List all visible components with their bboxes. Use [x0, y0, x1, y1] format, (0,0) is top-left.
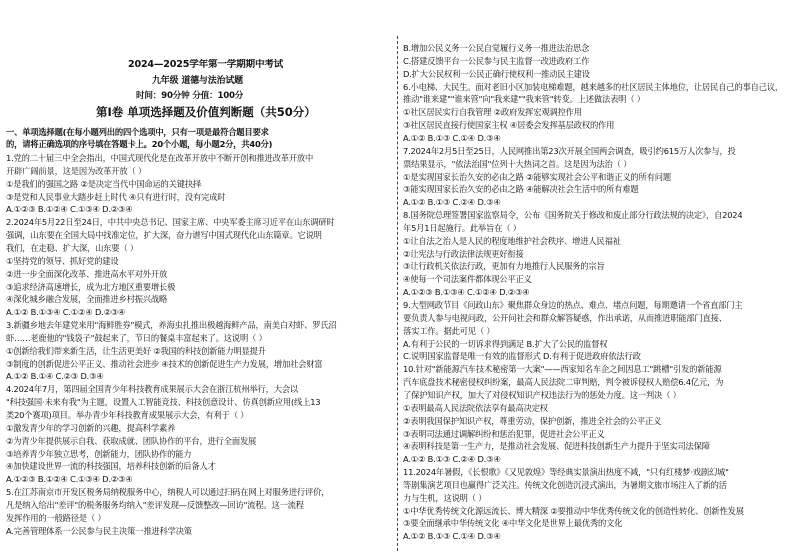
section-instructions-line: 的，请将正确选项的序号填在答题卡上。20个小题，每小题2分，共40分) — [6, 139, 273, 149]
question-text-line: ①社区居民实行自我管理 ②政府发挥宏观调控作用 — [403, 107, 582, 118]
question-text-line: ④表明科技是第一生产力，是推动社会发展、促进科技创新生产力提升于坚实司法保障 — [403, 441, 710, 452]
question-text-line: 10.针对"新能源汽车技术秘密第一大案"——西家知名车企之间因息工"跳槽"引发的新能源 — [403, 364, 722, 375]
question-text-line: A.①② B.①③④ C.①②④ D.②③④ — [6, 307, 126, 318]
question-text-line: 类20个赛项)项目。举办青少年科技教育成果展示大会，有利于（ ） — [6, 410, 249, 420]
question-text-line: ①中华优秀传统文化源远流长、博大精深 ②要推动中华优秀传统文化的创造性转化、创新性发展 — [403, 505, 744, 516]
exam-subtitle: 九年级 道德与法治试题 — [152, 76, 243, 86]
question-text-line: 强调，山东要在全国大局中找准定位，扩大深，奋力谱写中国式现代化山东篇章。它说明 — [6, 230, 322, 241]
question-text-line: 6.小电梯、大民生。面对老旧小区加装电梯难题，越来越多的社区居民主体地位，让居民自己的事自己议， — [403, 81, 783, 92]
question-text-line: 4.2024年7月，第四届全国青少年科技教育成果展示大会在浙江杭州举行，大会以 — [6, 384, 299, 395]
question-text-line: ③追求经济高速增长，成为北方地区重要增长极 — [6, 281, 176, 292]
question-text-line: A.①② B.①③ C.②④ D.③④ — [403, 454, 501, 465]
question-text-line: 凡是纳入给出"差评"的税务服务均纳入"差评发现—反馈整改—回访"流程。这一流程 — [6, 499, 304, 510]
question-text-line: 票结果显示，"依法治国"位列十大热词之首。这是因为法治（ ） — [403, 158, 632, 169]
question-text-line: 11.2024年暑假，《长恨歌》《又见敦煌》等经典实景演出热度不减，"只有红楼梦·戏剧幻城" — [403, 467, 729, 478]
question-text-line: 汽车底盘技术秘密侵权纠纷案，最高人民法院二审判赔，判令被诉侵权人赔偿6.4亿元，为 — [403, 377, 724, 388]
question-text-line: 5.在江苏南京市开发区税务局纳税服务中心，纳税人可以通过扫码在网上对服务进行评价， — [6, 487, 330, 498]
question-text-line: ①坚持党的领导、抓好党的建设 — [6, 255, 119, 266]
question-text-line: 9.大型网政节目《问政山东》聚焦群众身边的热点、难点、堵点问题，每期邀请一个省直部门主 — [403, 300, 743, 310]
question-text-line: C.搭建反馈平台一公民参与民主监督一改进政府工作 — [403, 55, 590, 66]
question-text-line: ①创新给我们带来新生活，让生活更美好 ②我国的科技创新能力明显提升 — [6, 345, 266, 356]
exam-title: 2024—2025学年第一学期期中考试 — [128, 59, 284, 70]
question-text-line: ③社区居民直接行使国家主权 ④居委会发挥基层政权的作用 — [403, 120, 615, 131]
question-text-line: ③培养青少年独立思考，创新能力，团队协作的能力 — [6, 448, 192, 459]
question-text-line: A.①②③ B.①②④ C.①③④ D.②③④ — [6, 204, 133, 215]
column-divider — [397, 36, 398, 551]
question-text-line: A.①② B.①③ C.②④ D.③④ — [403, 197, 501, 208]
question-text-line: ①激发青少年的学习创新的兴趣，提高科学素养 — [6, 422, 176, 433]
question-text-line: ③能实现国家长治久安的必由之路 ④能解决社会生活中的所有难题 — [403, 184, 639, 195]
question-text-line: ④深化城乡融合发展，全面推进乡村振兴战略 — [6, 294, 168, 305]
question-text-line: A.①②③ B.①③④ C.①②④ D.②③④ — [403, 287, 530, 298]
question-text-line: "科技强国·未来有我"为主题，设置人工智能竞技、科技创意设计、仿真创新应用(线上13 — [6, 397, 321, 408]
question-text-line: 开辟广阔前景，这是因为改革开放（ ） — [6, 165, 147, 176]
question-text-line: ③让行政机关依法行政，更加有力地推行人民服务的宗旨 — [403, 261, 605, 272]
question-text-line: 7.2024年2月5日至25日，人民网推出第23次开展全国两会调查，吸引约615万人次参与，投 — [403, 145, 736, 156]
question-text-line: 我们，在走稳、扩大深，山东要（ ） — [6, 242, 138, 253]
question-text-line: ①是我们的强国之路 ②是决定当代中国命运的关键抉择 — [6, 178, 202, 189]
question-text-line: A.①② B.①④ C.②③ D.③④ — [6, 371, 104, 382]
question-text-line: A.①②③ B.①②④ C.①③④ D.②③④ — [6, 474, 133, 485]
section-heading: 第Ⅰ卷 单项选择题及价值判断题（共50分） — [96, 106, 316, 118]
question-text-line: ③表明司法通过调解纠纷和惩治犯罪，促进社会公平正义 — [403, 428, 605, 439]
question-text-line: 落实工作。据此可见（ ） — [403, 325, 495, 336]
question-text-line: ④加快建设世界一流的科技强国，培养科技创新的后备人才 — [6, 461, 216, 472]
question-text-line: ③是党和人民事业大踏步赶上时代 ④只有进行时，没有完成时 — [6, 191, 226, 202]
question-text-line: A.①② B.①③ C.①④ D.③④ — [403, 531, 501, 542]
question-text-line: ②进一步全面深化改革、推进高水平对外开放 — [6, 268, 168, 279]
question-text-line: ①表明最高人民法院依法享有最高决定权 — [403, 402, 548, 413]
question-text-line: ③制度的创新促进公平正义、推动社会进步 ④技术的创新促进生产力发展，增加社会财富 — [6, 358, 323, 369]
question-text-line: 1.党的二十届三中全会指出，中国式现代化是在改革开放中不断开创和推进改革开放中 — [6, 153, 314, 163]
question-text-line: C.说明国家监督是唯一有效的监督形式 D.有利于促进政府依法行政 — [403, 351, 641, 362]
question-text-line: ③要全面继承中华传统文化 ④中华文化是世界上最优秀的文化 — [403, 518, 623, 529]
question-text-line: ②为青少年提供展示自我、获取成就、团队协作的平台，进行全面发展 — [6, 435, 257, 446]
question-text-line: A.有利于公民的一切诉求得到满足 B.扩大了公民的监督权 — [403, 338, 608, 349]
question-text-line: 推动"谁来建""谁来管"向"我来建""我来管"转变。上述做法表明（ ） — [403, 94, 645, 105]
question-text-line: A.①② B.①③ C.①④ D.③④ — [403, 132, 501, 143]
question-text-line: 了保护知识产权，加大了对侵权知识产权违法行为的惩处力度。这一判决（ ） — [403, 389, 681, 400]
exam-meta: 时间：90分钟 分值：100分 — [136, 91, 244, 101]
question-text-line: 3.新疆乡地去年建党来用"海鲜胜券"模式，养海虫扎推出极越海鲜产品，南美白对虾、罗氏沼 — [6, 320, 337, 331]
question-text-line: 发挥作用的一般路径是（ ） — [6, 512, 106, 523]
question-text-line: ②表明我国保护知识产权，尊重劳动，保护创新，推进全社会的公平正义 — [403, 415, 662, 426]
question-text-line: 虾……老鹿他的"钱袋子"鼓起来了，节日的餐桌丰富起来了。这说明（ ） — [6, 332, 267, 343]
question-text-line: ②让宪法与行政法律法规更好衔接 — [403, 248, 524, 259]
question-text-line: 年5月1日起施行。此举旨在（ ） — [403, 222, 521, 233]
section-instructions-line: 一、单项选择题(在每小题列出的四个选项中，只有一项是最符合题目要求 — [6, 127, 269, 137]
question-text-line: B.增加公民义务一公民自觉履行义务一推进法治思念 — [403, 43, 590, 53]
question-text-line: A.完善管理体系一公民参与民主决策一推进科学决策 — [6, 525, 192, 536]
question-text-line: 2.2024年5月22日至24日，中共中央总书记、国家主席、中央军委主席习近平在山东调研时 — [6, 217, 335, 228]
question-text-line: ④使每一个司法案件都体现公平正义 — [403, 274, 532, 285]
question-text-line: 力与生机，这说明（ ） — [403, 492, 487, 503]
question-text-line: ①让自法之治人是人民的程度地维护社会秩序、增进人民福祉 — [403, 235, 621, 246]
question-text-line: 等剧集演艺项目也赢得广泛关注。传统文化创造沉浸式演出，为暑期文旅市场注入了新的活 — [403, 479, 727, 490]
question-text-line: 要负责人参与电视问政，公开问社会和群众解答疑惑，作出承诺，从而推进职能部门直接、 — [403, 312, 727, 323]
question-text-line: D.扩大公民权利一公民正确行使权利一推动民主建设 — [403, 68, 590, 79]
question-text-line: ①是实现国家长治久安的必由之路 ②能够实现社会公平和谐正义的所有问题 — [403, 171, 671, 182]
question-text-line: 8.国务院总理签署国家监察局令，公布《国务院关于修改和废止部分行政法规的决定》，自2024 — [403, 210, 743, 221]
